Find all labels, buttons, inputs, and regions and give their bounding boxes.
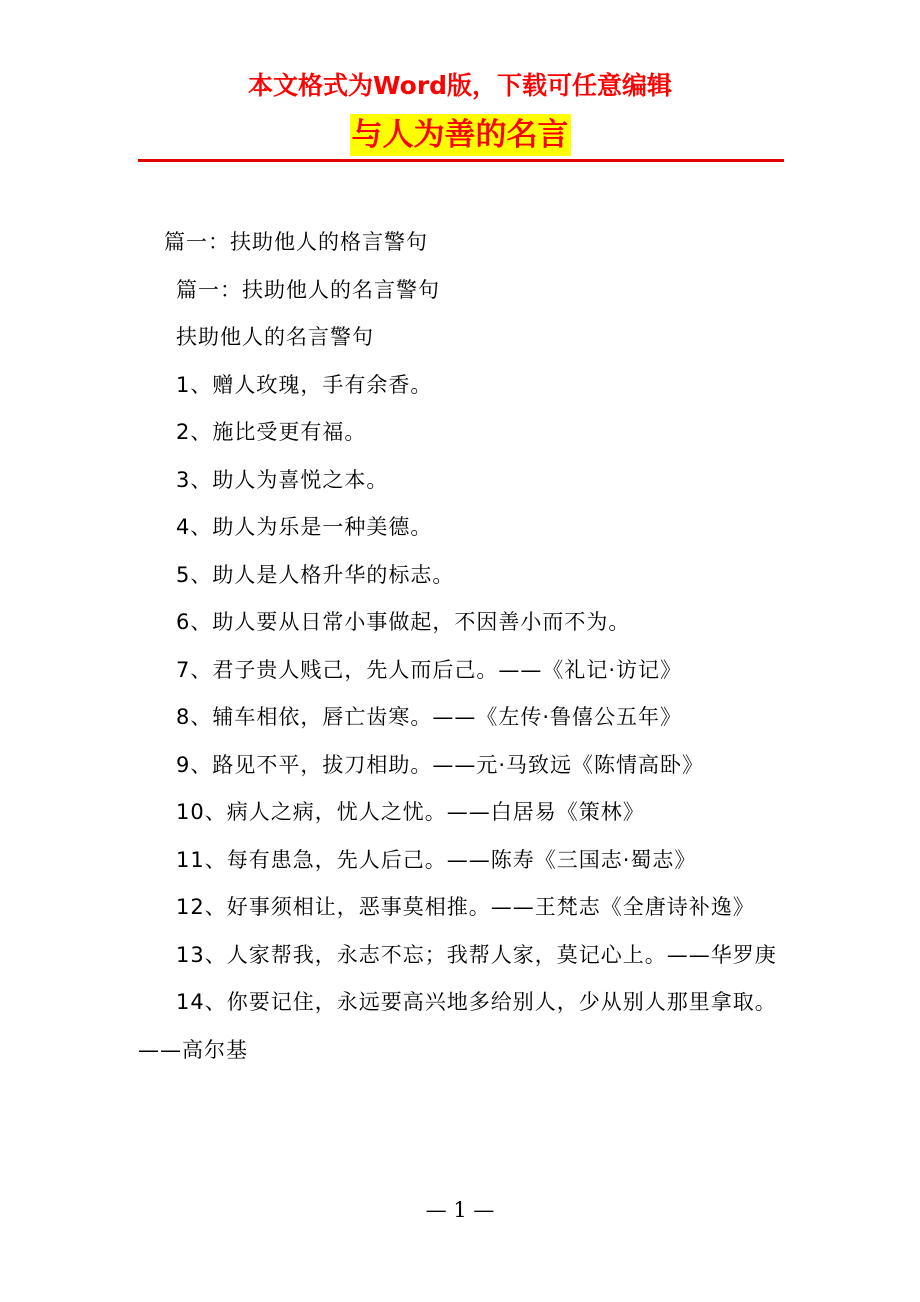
format-notice: 本文格式为Word版，下载可任意编辑 [247,71,673,100]
quote-item: 8、辅车相依，唇亡齿寒。——《左传·鲁僖公五年》 [176,705,683,729]
quote-item: 13、人家帮我，永志不忘；我帮人家，莫记心上。——华罗庚 [176,942,777,967]
title-container [0,114,920,156]
quote-item: 7、君子贵人贱己，先人而后己。——《礼记·访记》 [176,657,683,682]
section-subheading: 篇一：扶助他人的名言警句 [176,277,440,302]
title-divider [138,159,784,162]
quote-item: 11、每有患急，先人后己。——陈寿《三国志·蜀志》 [176,847,697,872]
quote-item: 5、助人是人格升华的标志。 [176,562,455,587]
page-number: — 1 — [425,1198,495,1222]
quote-item: 3、助人为喜悦之本。 [176,467,389,492]
quote-item: 10、病人之病，忧人之忧。——白居易《策林》 [176,800,645,824]
quote-item: 1、赠人玫瑰，手有余香。 [176,372,433,397]
quote-item: 14、你要记住，永远要高兴地多给别人，少从别人那里拿取。——高尔基 [138,990,777,1062]
section-heading: 篇一：扶助他人的格言警句 [164,230,428,254]
list-heading: 扶助他人的名言警句 [176,325,374,349]
quote-item: 4、助人为乐是一种美德。 [176,515,433,539]
quote-item: 9、路见不平，拔刀相助。——元·马致远《陈情高卧》 [176,752,705,777]
document-body [138,219,784,1074]
quote-item: 6、助人要从日常小事做起，不因善小而不为。 [176,610,631,634]
quote-item: 2、施比受更有福。 [176,420,367,444]
quote-item: 12、好事须相让，恶事莫相推。——王梵志《全唐诗补逸》 [176,895,755,919]
document-title: 与人为善的名言 [350,114,571,156]
